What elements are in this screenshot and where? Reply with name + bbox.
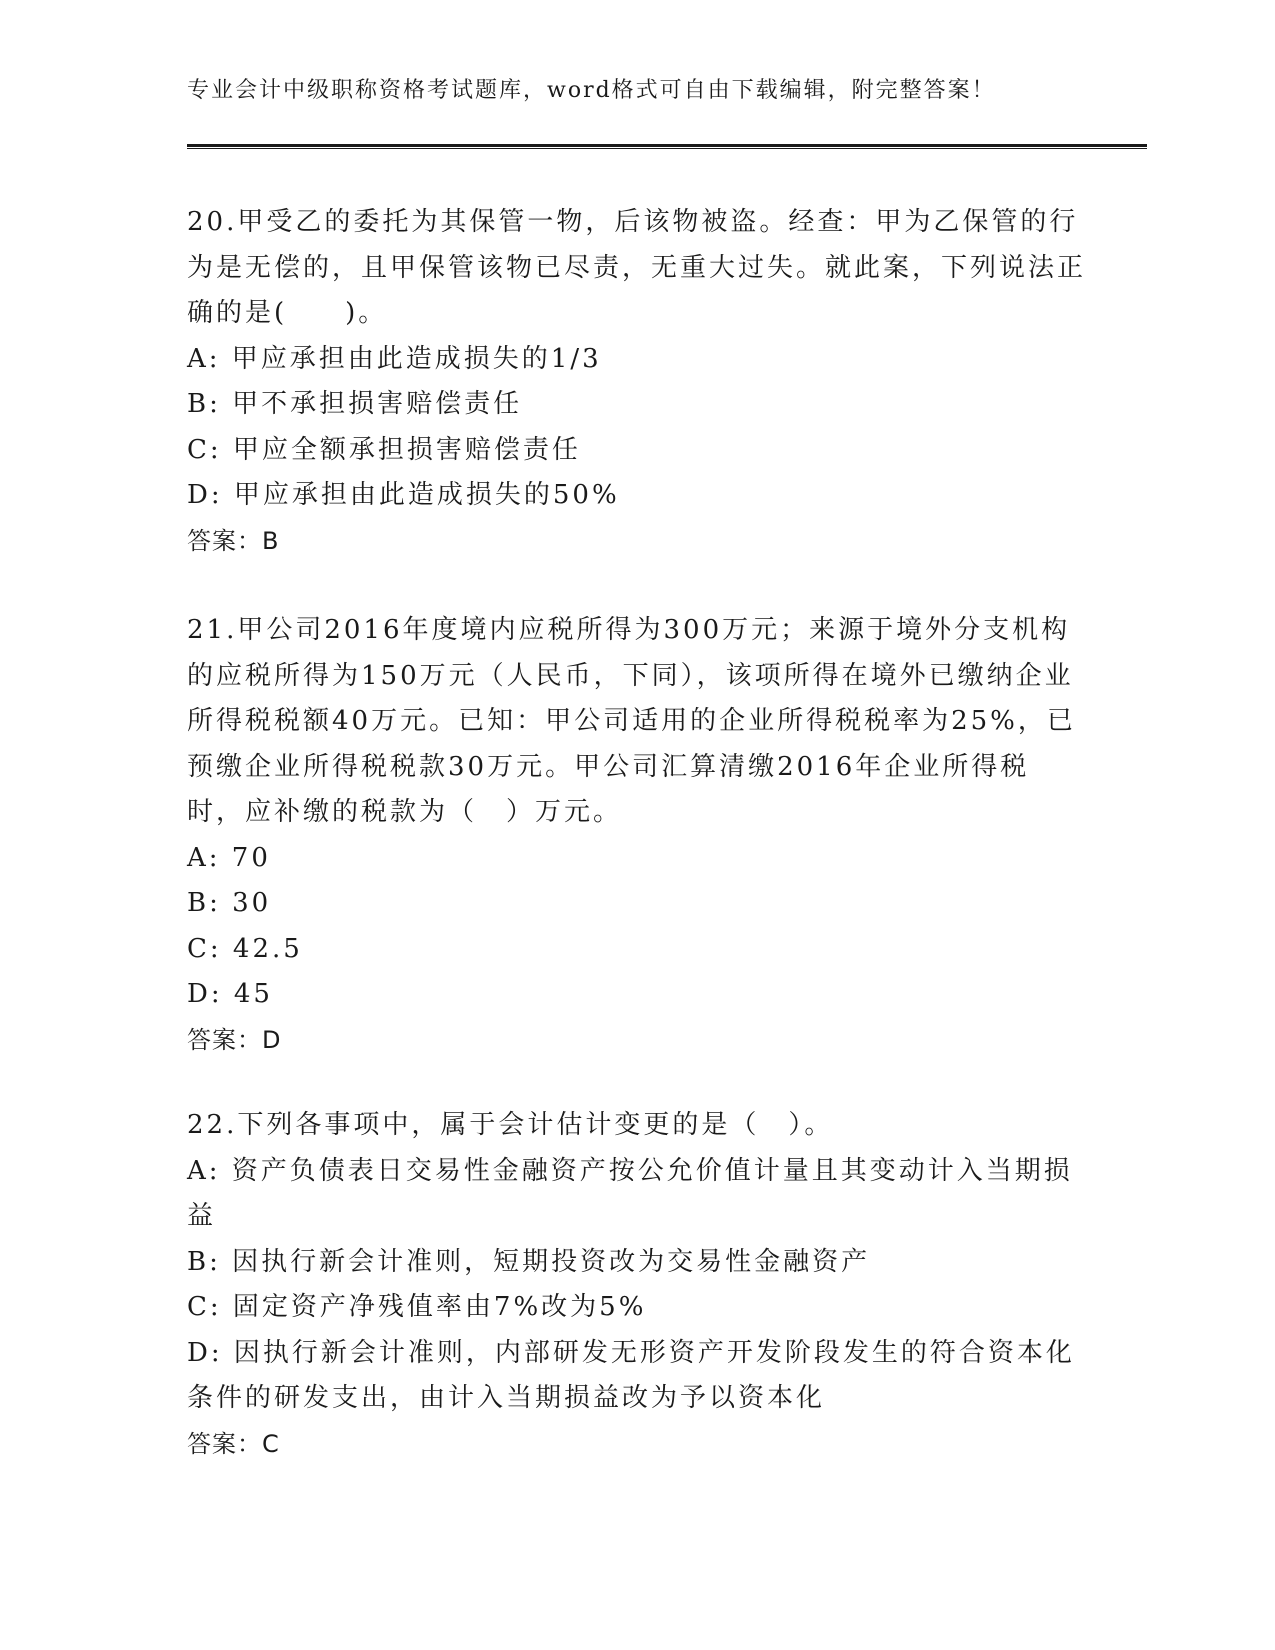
question-21 (187, 608, 1087, 1063)
answer: 答案：D (187, 1025, 282, 1054)
option-a: A: 甲应承担由此造成损失的1/3 (187, 343, 602, 374)
option-c: C: 42.5 (187, 933, 303, 964)
question-stem: 22.下列各事项中，属于会计估计变更的是（ ）。 (187, 1110, 834, 1140)
option-a: A: 70 (187, 842, 271, 873)
question-22 (187, 1103, 1087, 1467)
option-b: B: 因执行新会计准则，短期投资改为交易性金融资产 (187, 1246, 871, 1277)
option-c: C: 固定资产净残值率由7%改为5% (187, 1292, 647, 1322)
option-d: D: 45 (187, 979, 273, 1009)
answer: 答案：B (187, 526, 280, 555)
page-header: 专业会计中级职称资格考试题库，word格式可自由下载编辑，附完整答案！ (187, 78, 996, 103)
option-d: D: 甲应承担由此造成损失的50% (187, 480, 620, 510)
question-stem: 20.甲受乙的委托为其保管一物，后该物被盗。经查：甲为乙保管的行为是无偿的，且甲保管该物已尽责，无重大过失。就此案，下列说法正确的是( )。 (187, 207, 1087, 328)
option-c: C: 甲应全额承担损害赔偿责任 (187, 434, 581, 465)
header-divider (187, 144, 1147, 149)
question-stem: 21.甲公司2016年度境内应税所得为300万元；来源于境外分支机构的应税所得为150万元（人民币，下同），该项所得在境外已缴纳企业所得税税额40万元。已知：甲公司适用的企业所得税税率为25%，已预缴企业所得税税款30万元。甲公司汇算清缴2016年企业所得税时，应补缴的税款为（ ）万元。 (187, 615, 1076, 827)
option-a: A: 资产负债表日交易性金融资产按公允价值计量且其变动计入当期损益 (187, 1155, 1073, 1231)
option-b: B: 30 (187, 888, 272, 918)
option-b: B: 甲不承担损害赔偿责任 (187, 389, 523, 419)
question-20 (187, 200, 1087, 564)
option-d: D: 因执行新会计准则，内部研发无形资产开发阶段发生的符合资本化条件的研发支出，由计入当期损益改为予以资本化 (187, 1337, 1075, 1413)
answer: 答案：C (187, 1429, 280, 1458)
